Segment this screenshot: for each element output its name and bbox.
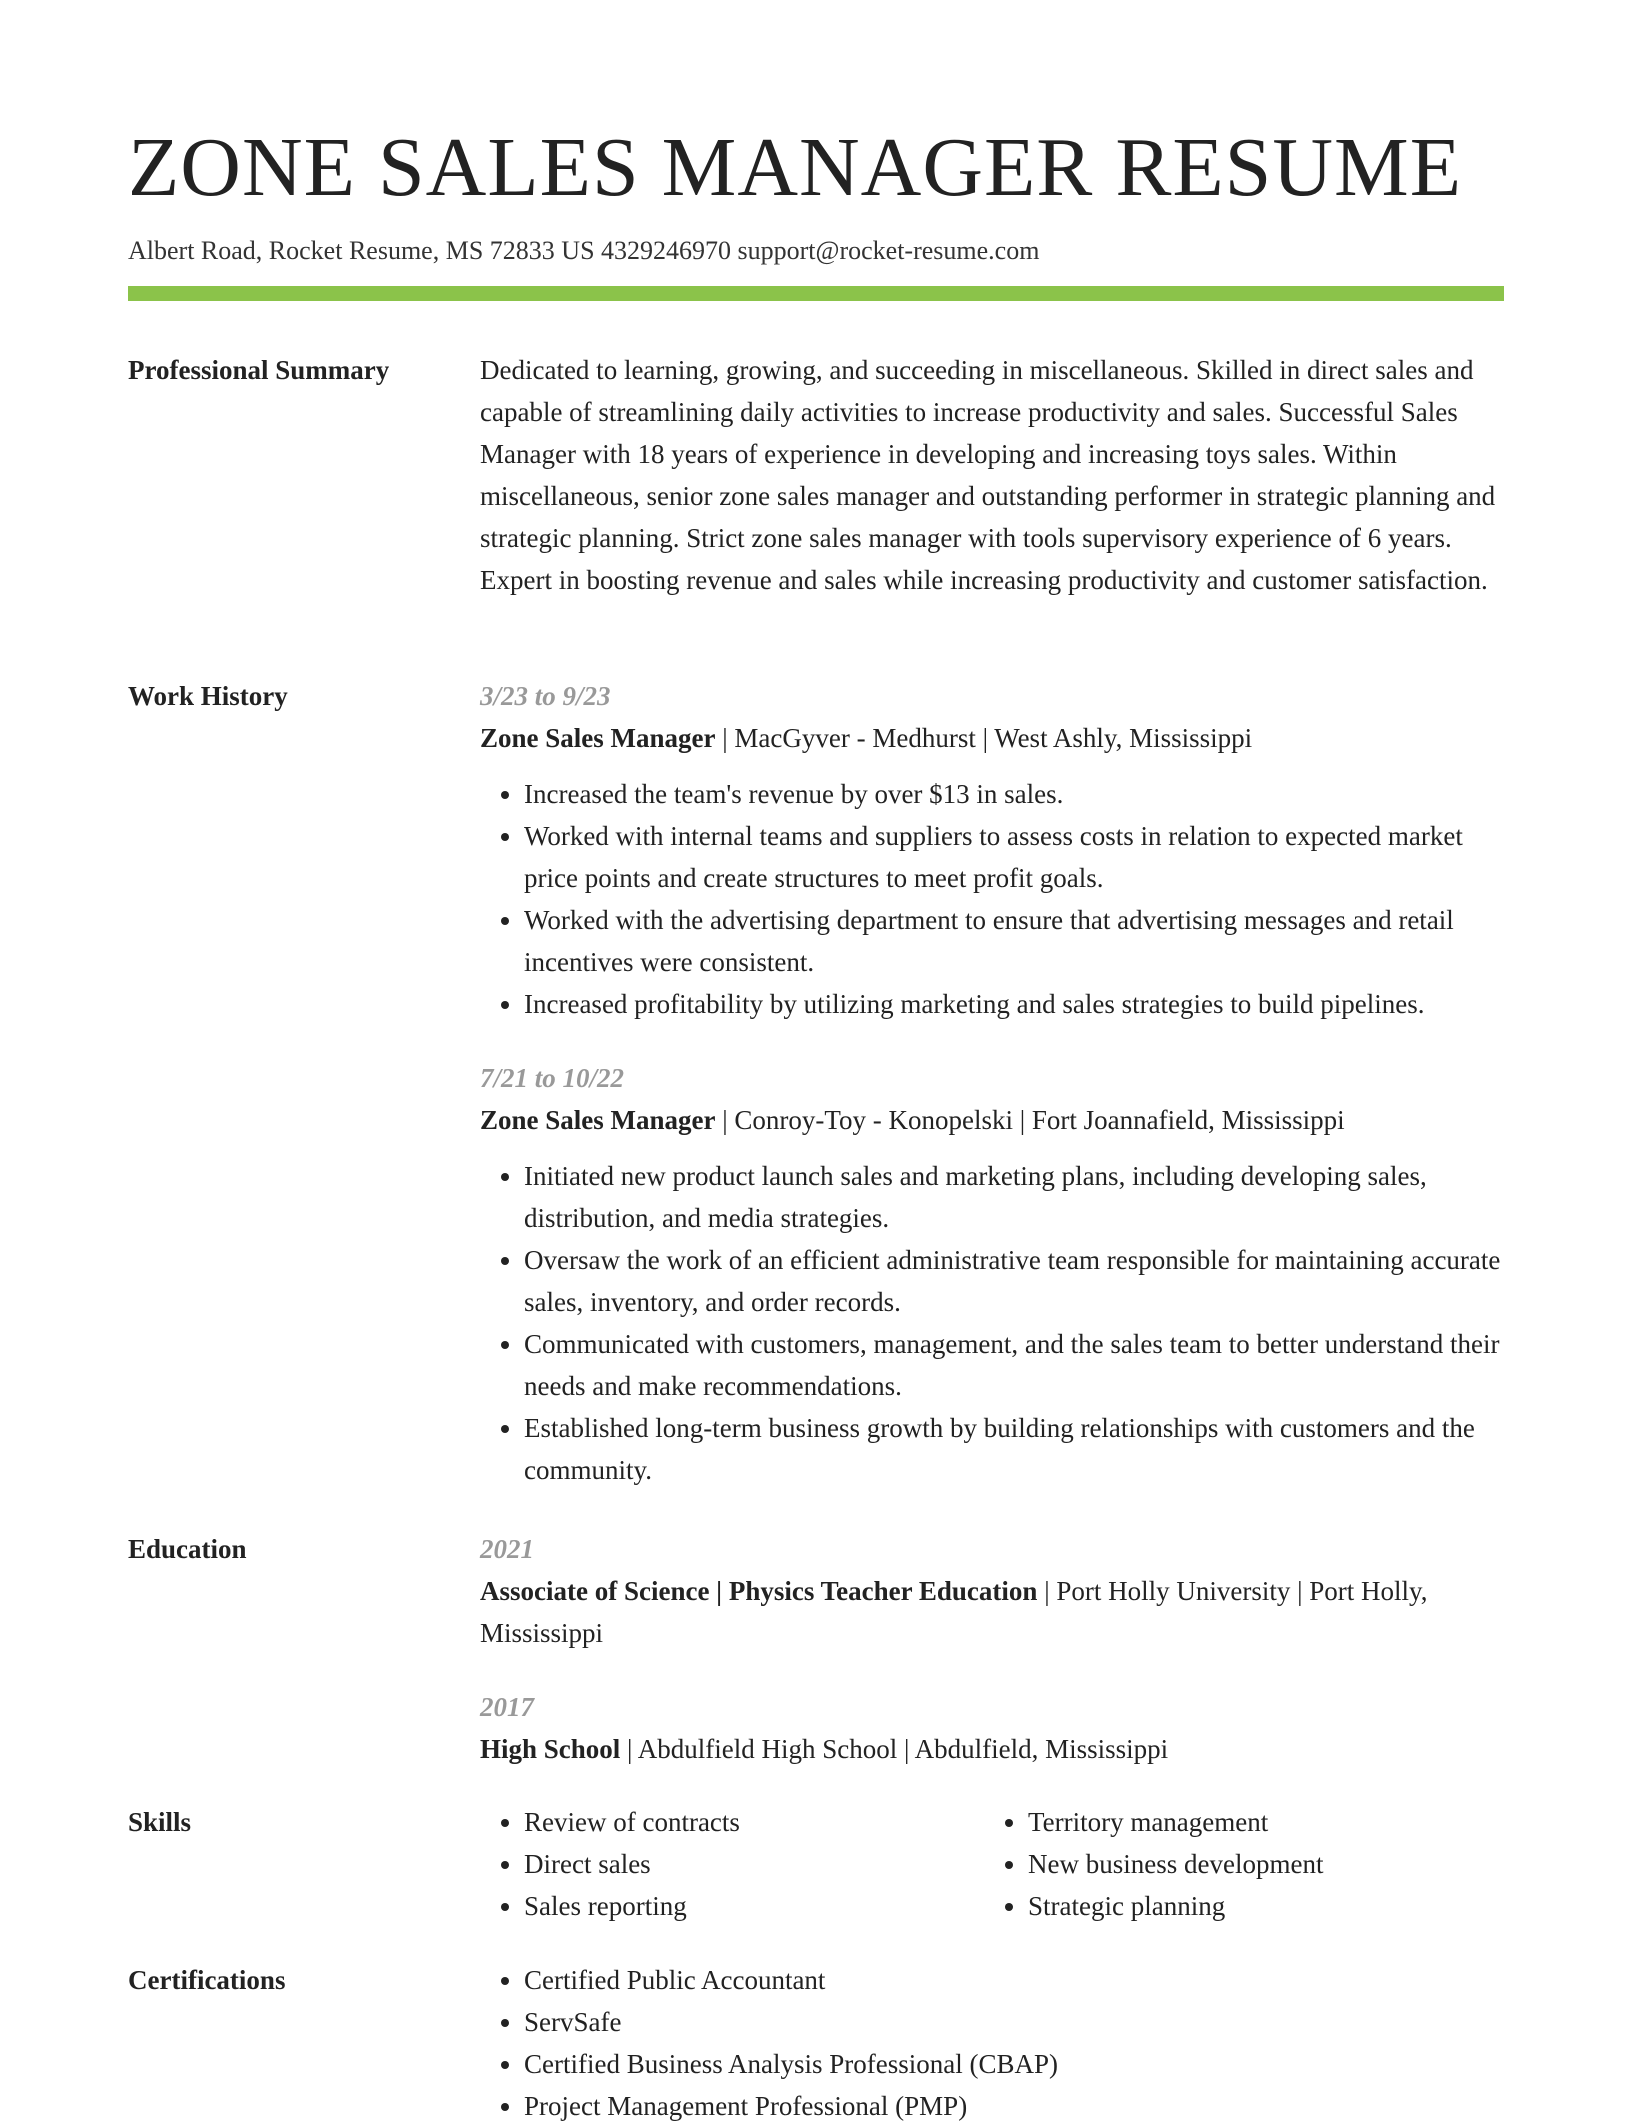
skills-list-left bbox=[480, 1801, 984, 1927]
job-entry bbox=[480, 675, 1504, 1025]
education-year: 2021 bbox=[480, 1534, 534, 1564]
contact-line: Albert Road, Rocket Resume, MS 72833 US 4329246970 support@rocket-resume.com bbox=[128, 236, 1040, 265]
skills-columns bbox=[480, 1801, 1504, 1927]
list-item: • Certified Public Accountant bbox=[524, 1959, 1504, 2001]
education-heading bbox=[480, 1728, 1504, 1770]
list-item: • New business development bbox=[1028, 1843, 1488, 1885]
list-item: • Direct sales bbox=[524, 1843, 984, 1885]
list-item: • Communicated with customers, management, and the sales team to better understand their needs and make recommendations. bbox=[524, 1323, 1504, 1407]
list-item: • Increased the team's revenue by over $13 in sales. bbox=[524, 773, 1504, 815]
certifications-list bbox=[480, 1959, 1504, 2127]
certifications-body bbox=[480, 1959, 1504, 2127]
education-entry bbox=[480, 1686, 1504, 1770]
job-bullets bbox=[480, 1155, 1504, 1491]
list-item: • ServSafe bbox=[524, 2001, 1504, 2043]
list-item: • Initiated new product launch sales and marketing plans, including developing sales, distribution, and media strategies. bbox=[524, 1155, 1504, 1239]
skills-body bbox=[480, 1801, 1504, 1927]
job-title: Zone Sales Manager bbox=[480, 723, 716, 753]
job-heading bbox=[480, 1099, 1504, 1141]
skills-list-right bbox=[984, 1801, 1488, 1927]
work-history-label: Work History bbox=[128, 681, 288, 711]
list-item: • Certified Business Analysis Professional (CBAP) bbox=[524, 2043, 1504, 2085]
education-degree: Associate of Science | Physics Teacher Education bbox=[480, 1576, 1038, 1606]
list-item: • Worked with the advertising department to ensure that advertising messages and retail incentives were consistent. bbox=[524, 899, 1504, 983]
summary-label: Professional Summary bbox=[128, 355, 390, 385]
list-item: • Territory management bbox=[1028, 1801, 1488, 1843]
header-divider bbox=[128, 286, 1504, 301]
resume-header bbox=[128, 118, 1504, 268]
list-item: • Worked with internal teams and suppliers to assess costs in relation to expected market price points and create structures to meet profit goals. bbox=[524, 815, 1504, 899]
summary-text: Dedicated to learning, growing, and succeeding in miscellaneous. Skilled in direct sales and capable of streamlining daily activities to increase productivity and sales. Successful Sales Manager with 18 years of experience in developing and increasing toys sales. Within miscellaneous, senior zone sales manager and outstanding performer in strategic planning and strategic planning. Strict zone sales manager with tools supervisory experience of 6 years. Expert in boosting revenue and sales while increasing productivity and customer satisfaction. bbox=[480, 355, 1496, 595]
education-label: Education bbox=[128, 1534, 247, 1564]
list-item: • Increased profitability by utilizing marketing and sales strategies to build pipelines. bbox=[524, 983, 1504, 1025]
education-heading bbox=[480, 1570, 1504, 1654]
list-item: • Oversaw the work of an efficient administrative team responsible for maintaining accurate sales, inventory, and order records. bbox=[524, 1239, 1504, 1323]
job-bullets bbox=[480, 773, 1504, 1025]
list-item: • Strategic planning bbox=[1028, 1885, 1488, 1927]
education-degree: High School bbox=[480, 1734, 621, 1764]
job-heading bbox=[480, 717, 1504, 759]
education-details: | Port Holly University | Port Holly, Mississippi bbox=[480, 1576, 1428, 1648]
job-details: | Conroy-Toy - Konopelski | Fort Joannafield, Mississippi bbox=[715, 1105, 1345, 1135]
certifications-label: Certifications bbox=[128, 1965, 286, 1995]
job-details: | MacGyver - Medhurst | West Ashly, Mississippi bbox=[715, 723, 1253, 753]
page-title: ZONE SALES MANAGER RESUME bbox=[128, 121, 1463, 214]
education-body bbox=[480, 1528, 1504, 1770]
list-item: • Project Management Professional (PMP) bbox=[524, 2085, 1504, 2127]
work-history-body bbox=[480, 675, 1504, 1491]
job-date: 7/21 to 10/22 bbox=[480, 1063, 625, 1093]
skills-label: Skills bbox=[128, 1807, 192, 1837]
job-title: Zone Sales Manager bbox=[480, 1105, 716, 1135]
list-item: • Review of contracts bbox=[524, 1801, 984, 1843]
education-year: 2017 bbox=[480, 1692, 534, 1722]
education-details: | Abdulfield High School | Abdulfield, Mississippi bbox=[620, 1734, 1169, 1764]
job-date: 3/23 to 9/23 bbox=[480, 681, 611, 711]
list-item: • Established long-term business growth by building relationships with customers and the community. bbox=[524, 1407, 1504, 1491]
job-entry bbox=[480, 1057, 1504, 1491]
education-entry bbox=[480, 1528, 1504, 1654]
list-item: • Sales reporting bbox=[524, 1885, 984, 1927]
